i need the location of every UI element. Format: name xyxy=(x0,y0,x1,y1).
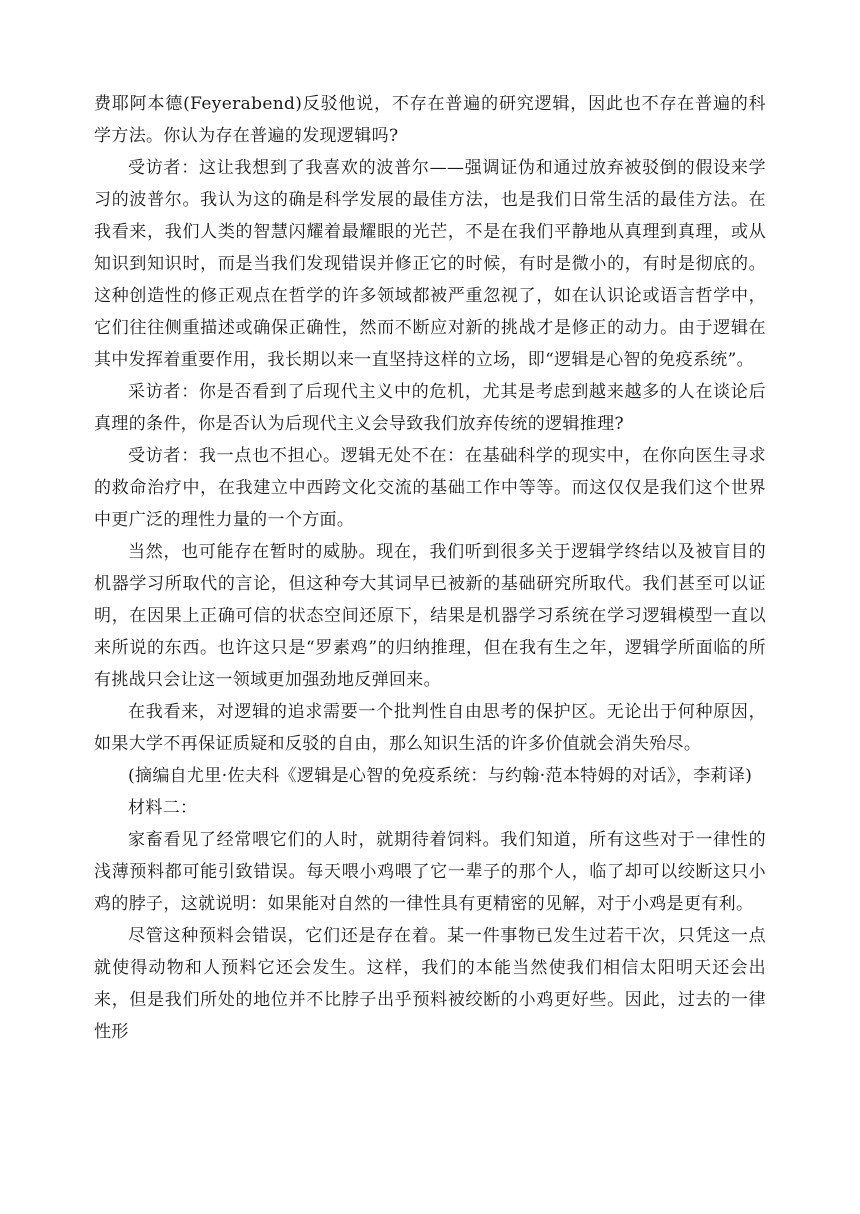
paragraph-livestock: 家畜看见了经常喂它们的人时，就期待着饲料。我们知道，所有这些对于一律性的浅薄预料都可能引致错误。每天喂小鸡喂了它一辈子的那个人，临了却可以绞断这只小鸡的脖子，这就说明：如果能对自然的一律性具有更精密的见解，对于小鸡是更有利。 xyxy=(94,830,766,914)
paragraph-popper-answer: 受访者：这让我想到了我喜欢的波普尔——强调证伪和通过放弃被驳倒的假设来学习的波普尔。我认为这的确是科学发展的最佳方法，也是我们日常生活的最佳方法。在我看来，我们人类的智慧闪耀着最耀眼的光芒，不是在我们平静地从真理到真理，或从知识到知识时，而是当我们发现错误并修正它的时候，有时是微小的，有时是彻底的。这种创造性的修正观点在哲学的许多领域都被严重忽视了，如在认识论或语言哲学中，它们往往侧重描述或确保正确性，然而不断应对新的挑战才是修正的动力。由于逻辑在其中发挥着重要作用，我长期以来一直坚持这样的立场，即“逻辑是心智的免疫系统”。 xyxy=(94,158,766,370)
material-two-heading: 材料二： xyxy=(128,798,198,818)
paragraph-free-thinking: 在我看来，对逻辑的追求需要一个批判性自由思考的保护区。无论出于何种原因，如果大学不再保证质疑和反驳的自由，那么知识生活的许多价值就会消失殆尽。 xyxy=(94,702,766,754)
paragraph-postmodernism-question: 采访者：你是否看到了后现代主义中的危机，尤其是考虑到越来越多的人在谈论后真理的条件，你是否认为后现代主义会导致我们放弃传统的逻辑推理? xyxy=(94,382,766,434)
paragraph-feyerabend-question: 费耶阿本德(Feyerabend)反驳他说，不存在普遍的研究逻辑，因此也不存在普遍的科学方法。你认为存在普遍的发现逻辑吗? xyxy=(94,94,766,146)
source-citation: (摘编自尤里·佐夫科《逻辑是心智的免疫系统：与约翰·范本特姆的对话》，李莉译) xyxy=(128,766,753,786)
paragraph-expectation: 尽管这种预料会错误，它们还是存在着。某一件事物已发生过若干次，只凭这一点就使得动物和人预料它还会发生。这样，我们的本能当然使我们相信太阳明天还会出来，但是我们所处的地位并不比脖子出乎预料被绞断的小鸡更好些。因此，过去的一律性形 xyxy=(94,926,766,1042)
paragraph-temporary-threat: 当然，也可能存在暂时的威胁。现在，我们听到很多关于逻辑学终结以及被盲目的机器学习所取代的言论，但这种夸大其词早已被新的基础研究所取代。我们甚至可以证明，在因果上正确可信的状态空间还原下，结果是机器学习系统在学习逻辑模型一直以来所说的东西。也许这只是“罗素鸡”的归纳推理，但在我有生之年，逻辑学所面临的所有挑战只会让这一领域更加强劲地反弹回来。 xyxy=(94,542,766,690)
paragraph-logic-everywhere-answer: 受访者：我一点也不担心。逻辑无处不在：在基础科学的现实中，在你向医生寻求的救命治疗中，在我建立中西跨文化交流的基础工作中等等。而这仅仅是我们这个世界中更广泛的理性力量的一个方面。 xyxy=(94,446,766,530)
